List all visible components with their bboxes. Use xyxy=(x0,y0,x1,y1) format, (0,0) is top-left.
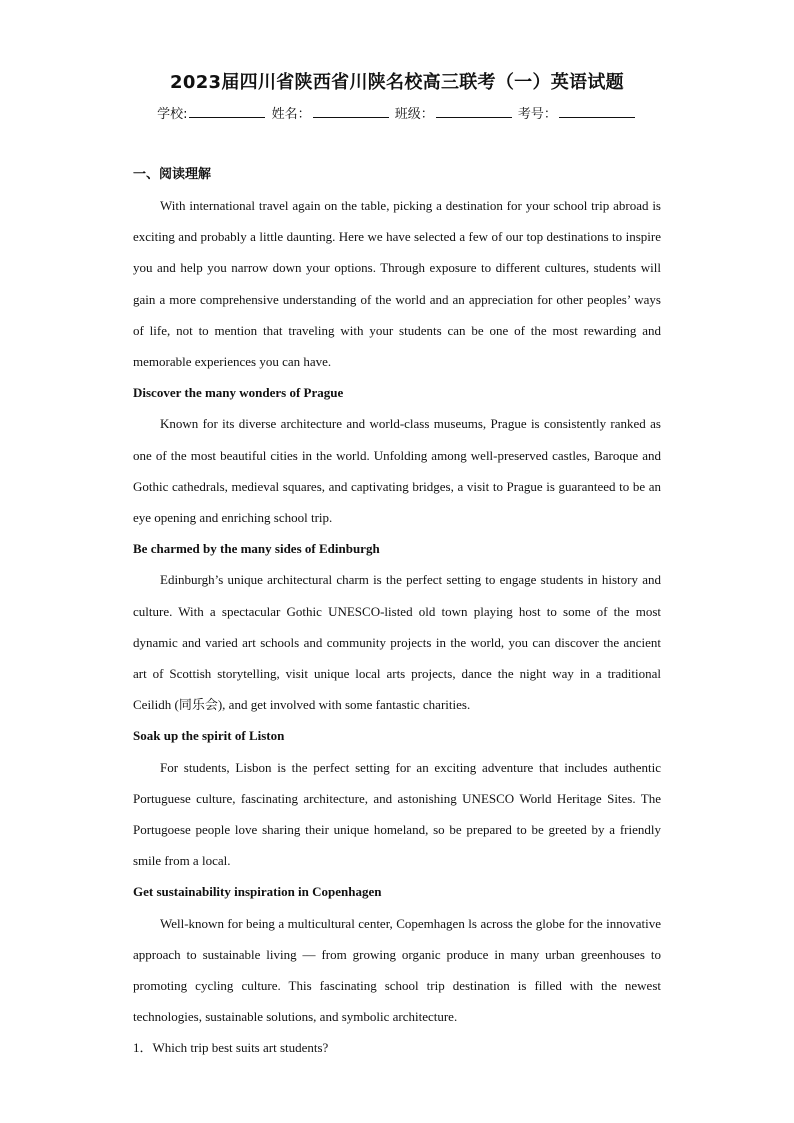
section-title: 一、阅读理解 xyxy=(133,167,212,182)
name-blank[interactable] xyxy=(313,105,389,118)
question-1: 1．Which trip best suits art students? xyxy=(133,1040,329,1056)
page-title: 2023届四川省陕西省川陕名校高三联考（一）英语试题 xyxy=(170,72,624,93)
number-blank[interactable] xyxy=(559,105,635,118)
paragraph-lisbon: For students, Lisbon is the perfect setting for an exciting adventure that includes authentic Portuguese culture, fascinating architecture, and astonishing UNESCO World Heritage Sites. The Portugoese people love sharing their unique homeland, so be prepared to be greeted by a friendly smile from a local. xyxy=(133,759,661,869)
heading-lisbon: Soak up the spirit of Liston xyxy=(133,728,285,744)
paragraph-copenhagen: Well-known for being a multicultural center, Copemhagen ls across the globe for the innovative approach to sustainable living — from growing organic produce in many urban greenhouses to promoting cycling culture. This fascinating school trip destination is filled with the newest technologies, sustainable solutions, and symbolic architecture. xyxy=(133,915,661,1025)
paragraph-prague: Known for its diverse architecture and world-class museums, Prague is consistently ranked as one of the most beautiful cities in the world. Unfolding among well-preserved castles, Baroque and Gothic cathedrals, medieval squares, and captivating bridges, a visit to Prague is guaranteed to be an eye opening and enriching school trip. xyxy=(133,416,661,526)
school-label: 学校: xyxy=(157,107,188,122)
school-blank[interactable] xyxy=(189,105,265,118)
intro-paragraph: With international travel again on the table, picking a destination for your school trip abroad is exciting and probably a little daunting. Here we have selected a few of our top destinations to inspire you and help you narrow down your options. Through exposure to different cultures, students will gain a more comprehensive understanding of the world and an appreciation for other peoples’ ways of life, not to mention that traveling with your students can be one of the most rewarding and memorable experiences you can have. xyxy=(133,198,661,370)
paragraph-edinburgh: Edinburgh’s unique architectural charm is the perfect setting to engage students in history and culture. With a spectacular Gothic UNESCO-listed old town playing host to some of the most dynamic and varied art schools and community projects in the world, you can discover the ancient art of Scottish storytelling, visit unique local arts projects, dance the night way in a traditional Ceilidh (同乐会), and get involved with some fantastic charities. xyxy=(133,572,661,713)
heading-prague: Discover the many wonders of Prague xyxy=(133,385,344,401)
number-label: 考号： xyxy=(517,107,557,122)
student-info-line xyxy=(0,103,794,122)
heading-edinburgh: Be charmed by the many sides of Edinburgh xyxy=(133,541,380,557)
reading-section xyxy=(133,159,661,1064)
name-label: 姓名： xyxy=(271,107,311,122)
class-blank[interactable] xyxy=(436,105,512,118)
heading-copenhagen: Get sustainability inspiration in Copenhagen xyxy=(133,884,382,900)
class-label: 班级： xyxy=(394,107,434,122)
